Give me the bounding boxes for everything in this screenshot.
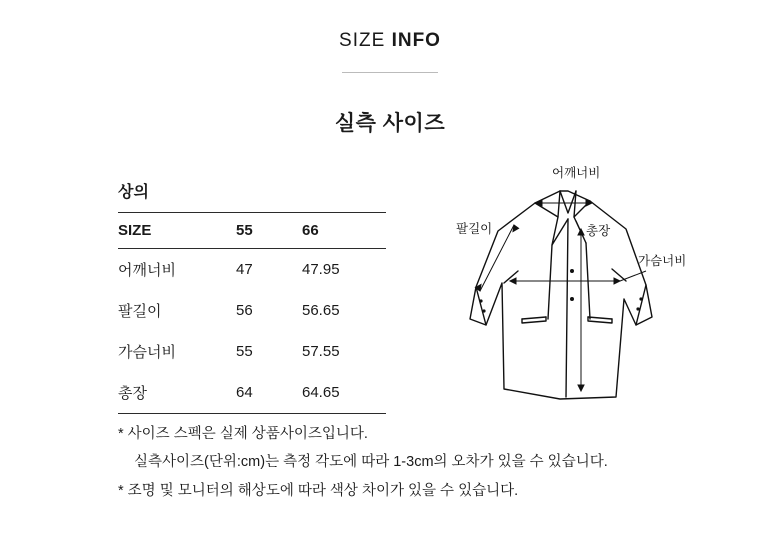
table-cell-55: 56 bbox=[236, 302, 253, 319]
table-row bbox=[118, 249, 386, 291]
page-header bbox=[0, 0, 780, 73]
table-header-row bbox=[118, 213, 386, 249]
table-cell-55: 55 bbox=[236, 343, 253, 360]
table-header-66: 66 bbox=[302, 213, 386, 249]
table-cell-66: 47.95 bbox=[302, 261, 340, 278]
table-cell-66: 64.65 bbox=[302, 372, 386, 414]
table-row bbox=[118, 331, 386, 372]
size-table bbox=[118, 212, 386, 414]
note-line: * 조명 및 모니터의 해상도에 따라 색상 차이가 있을 수 있습니다. bbox=[118, 482, 519, 499]
garment-diagram bbox=[440, 159, 760, 419]
page-title bbox=[0, 30, 780, 52]
header-divider bbox=[342, 72, 438, 73]
size-table-block bbox=[118, 179, 386, 414]
table-cell-55: 47 bbox=[236, 261, 253, 278]
table-row bbox=[118, 290, 386, 331]
table-cell-measure-name: 가슴너비 bbox=[118, 344, 176, 361]
figure-label-shoulder: 어깨너비 bbox=[552, 166, 601, 180]
table-header-55: 55 bbox=[236, 213, 302, 249]
note-line: * 사이즈 스펙은 실제 상품사이즈입니다. bbox=[118, 426, 368, 442]
page-title-info: INFO bbox=[391, 30, 441, 51]
size-content bbox=[0, 166, 780, 431]
figure-label-sleeve: 팔길이 bbox=[456, 222, 493, 236]
section-title: 실측 사이즈 bbox=[334, 112, 446, 135]
table-category-label: 상의 bbox=[118, 184, 149, 201]
table-cell-measure-name: 총장 bbox=[118, 372, 236, 414]
table-cell-measure-name: 팔길이 bbox=[118, 303, 162, 320]
page-title-size: SIZE bbox=[339, 30, 386, 51]
table-header-size: SIZE bbox=[118, 213, 236, 249]
table-cell-66: 57.55 bbox=[302, 343, 340, 360]
figure-label-chest: 가슴너비 bbox=[638, 254, 687, 268]
table-cell-66: 56.65 bbox=[302, 302, 340, 319]
table-cell-measure-name: 어깨너비 bbox=[118, 262, 176, 279]
notes-block bbox=[118, 420, 718, 505]
note-line: 실측사이즈(단위:cm)는 측정 각도에 따라 1-3cm의 오차가 있을 수 있습니다. bbox=[134, 454, 608, 471]
table-row bbox=[118, 372, 386, 414]
table-cell-55: 64 bbox=[236, 372, 302, 414]
jacket-illustration-icon bbox=[440, 159, 760, 419]
figure-label-length: 총장 bbox=[586, 224, 611, 238]
